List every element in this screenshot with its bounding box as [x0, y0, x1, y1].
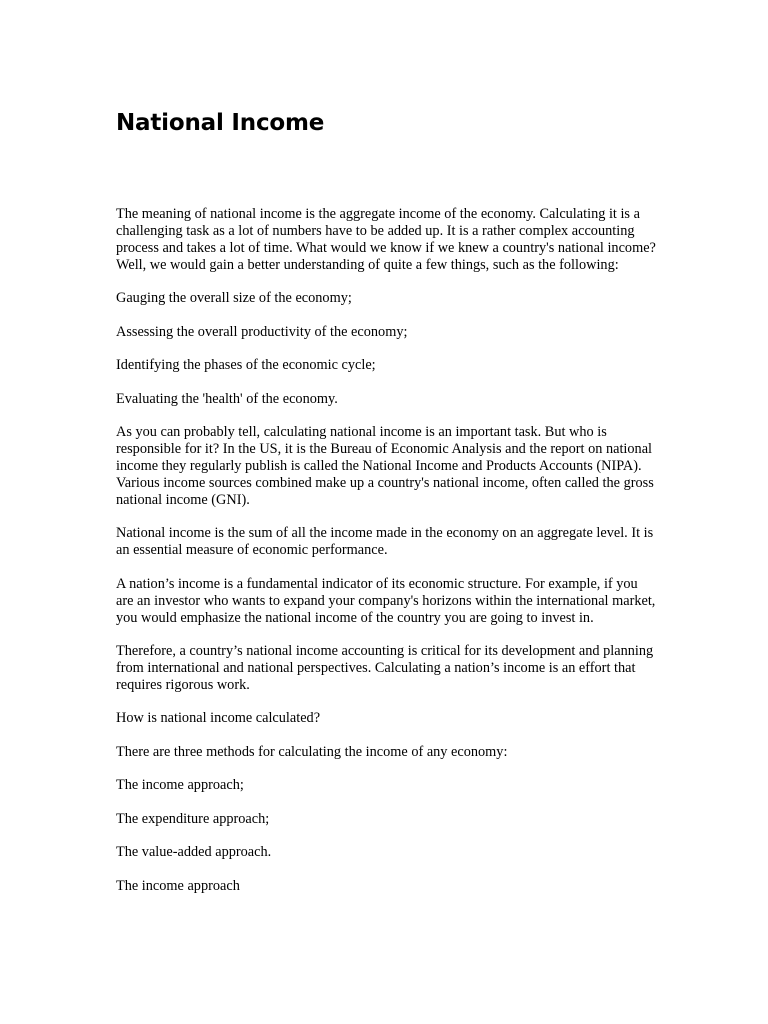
paragraph-indicator: A nation’s income is a fundamental indicator of its economic structure. For example, if you are an investor who wants to expand your company's horizons within the international market, you would emphasize the national income of the country you are going to invest in.: [116, 575, 656, 626]
list-item-gauging: Gauging the overall size of the economy;: [116, 290, 352, 307]
paragraph-accounting: Therefore, a country’s national income accounting is critical for its development and planning from international and national perspectives. Calculating a nation’s income is an effort that requires rigorous work.: [116, 643, 654, 693]
paragraph-definition: National income is the sum of all the income made in the economy on an aggregate level. It is an essential measure of economic performance.: [116, 525, 654, 559]
paragraph-methods: There are three methods for calculating the income of any economy:: [116, 743, 508, 760]
paragraph-question: How is national income calculated?: [116, 710, 321, 727]
list-item-value-added-approach: The value-added approach.: [116, 844, 272, 861]
list-item-identifying: Identifying the phases of the economic cycle;: [116, 357, 376, 374]
list-item-evaluating: Evaluating the 'health' of the economy.: [116, 390, 338, 407]
list-item-income-approach: The income approach;: [116, 777, 244, 794]
list-item-expenditure-approach: The expenditure approach;: [116, 810, 270, 827]
document-title: National Income: [116, 110, 325, 136]
section-heading-income-approach: The income approach: [116, 877, 240, 894]
document-body: [116, 206, 656, 911]
list-item-assessing: Assessing the overall productivity of the economy;: [116, 323, 408, 340]
paragraph-responsibility: As you can probably tell, calculating national income is an important task. But who is responsible for it? In the US, it is the Bureau of Economic Analysis and the report on national income they regularly publish is called the National Income and Products Accounts (NIPA). Various income sources combined make up a country's national income, often called the gross national income (GNI).: [116, 424, 654, 508]
paragraph-intro: The meaning of national income is the aggregate income of the economy. Calculating it is a challenging task as a lot of numbers have to be added up. It is a rather complex accounting process and takes a lot of time. What would we know if we knew a country's national income? Well, we would gain a better understanding of quite a few things, such as the following:: [116, 206, 656, 273]
